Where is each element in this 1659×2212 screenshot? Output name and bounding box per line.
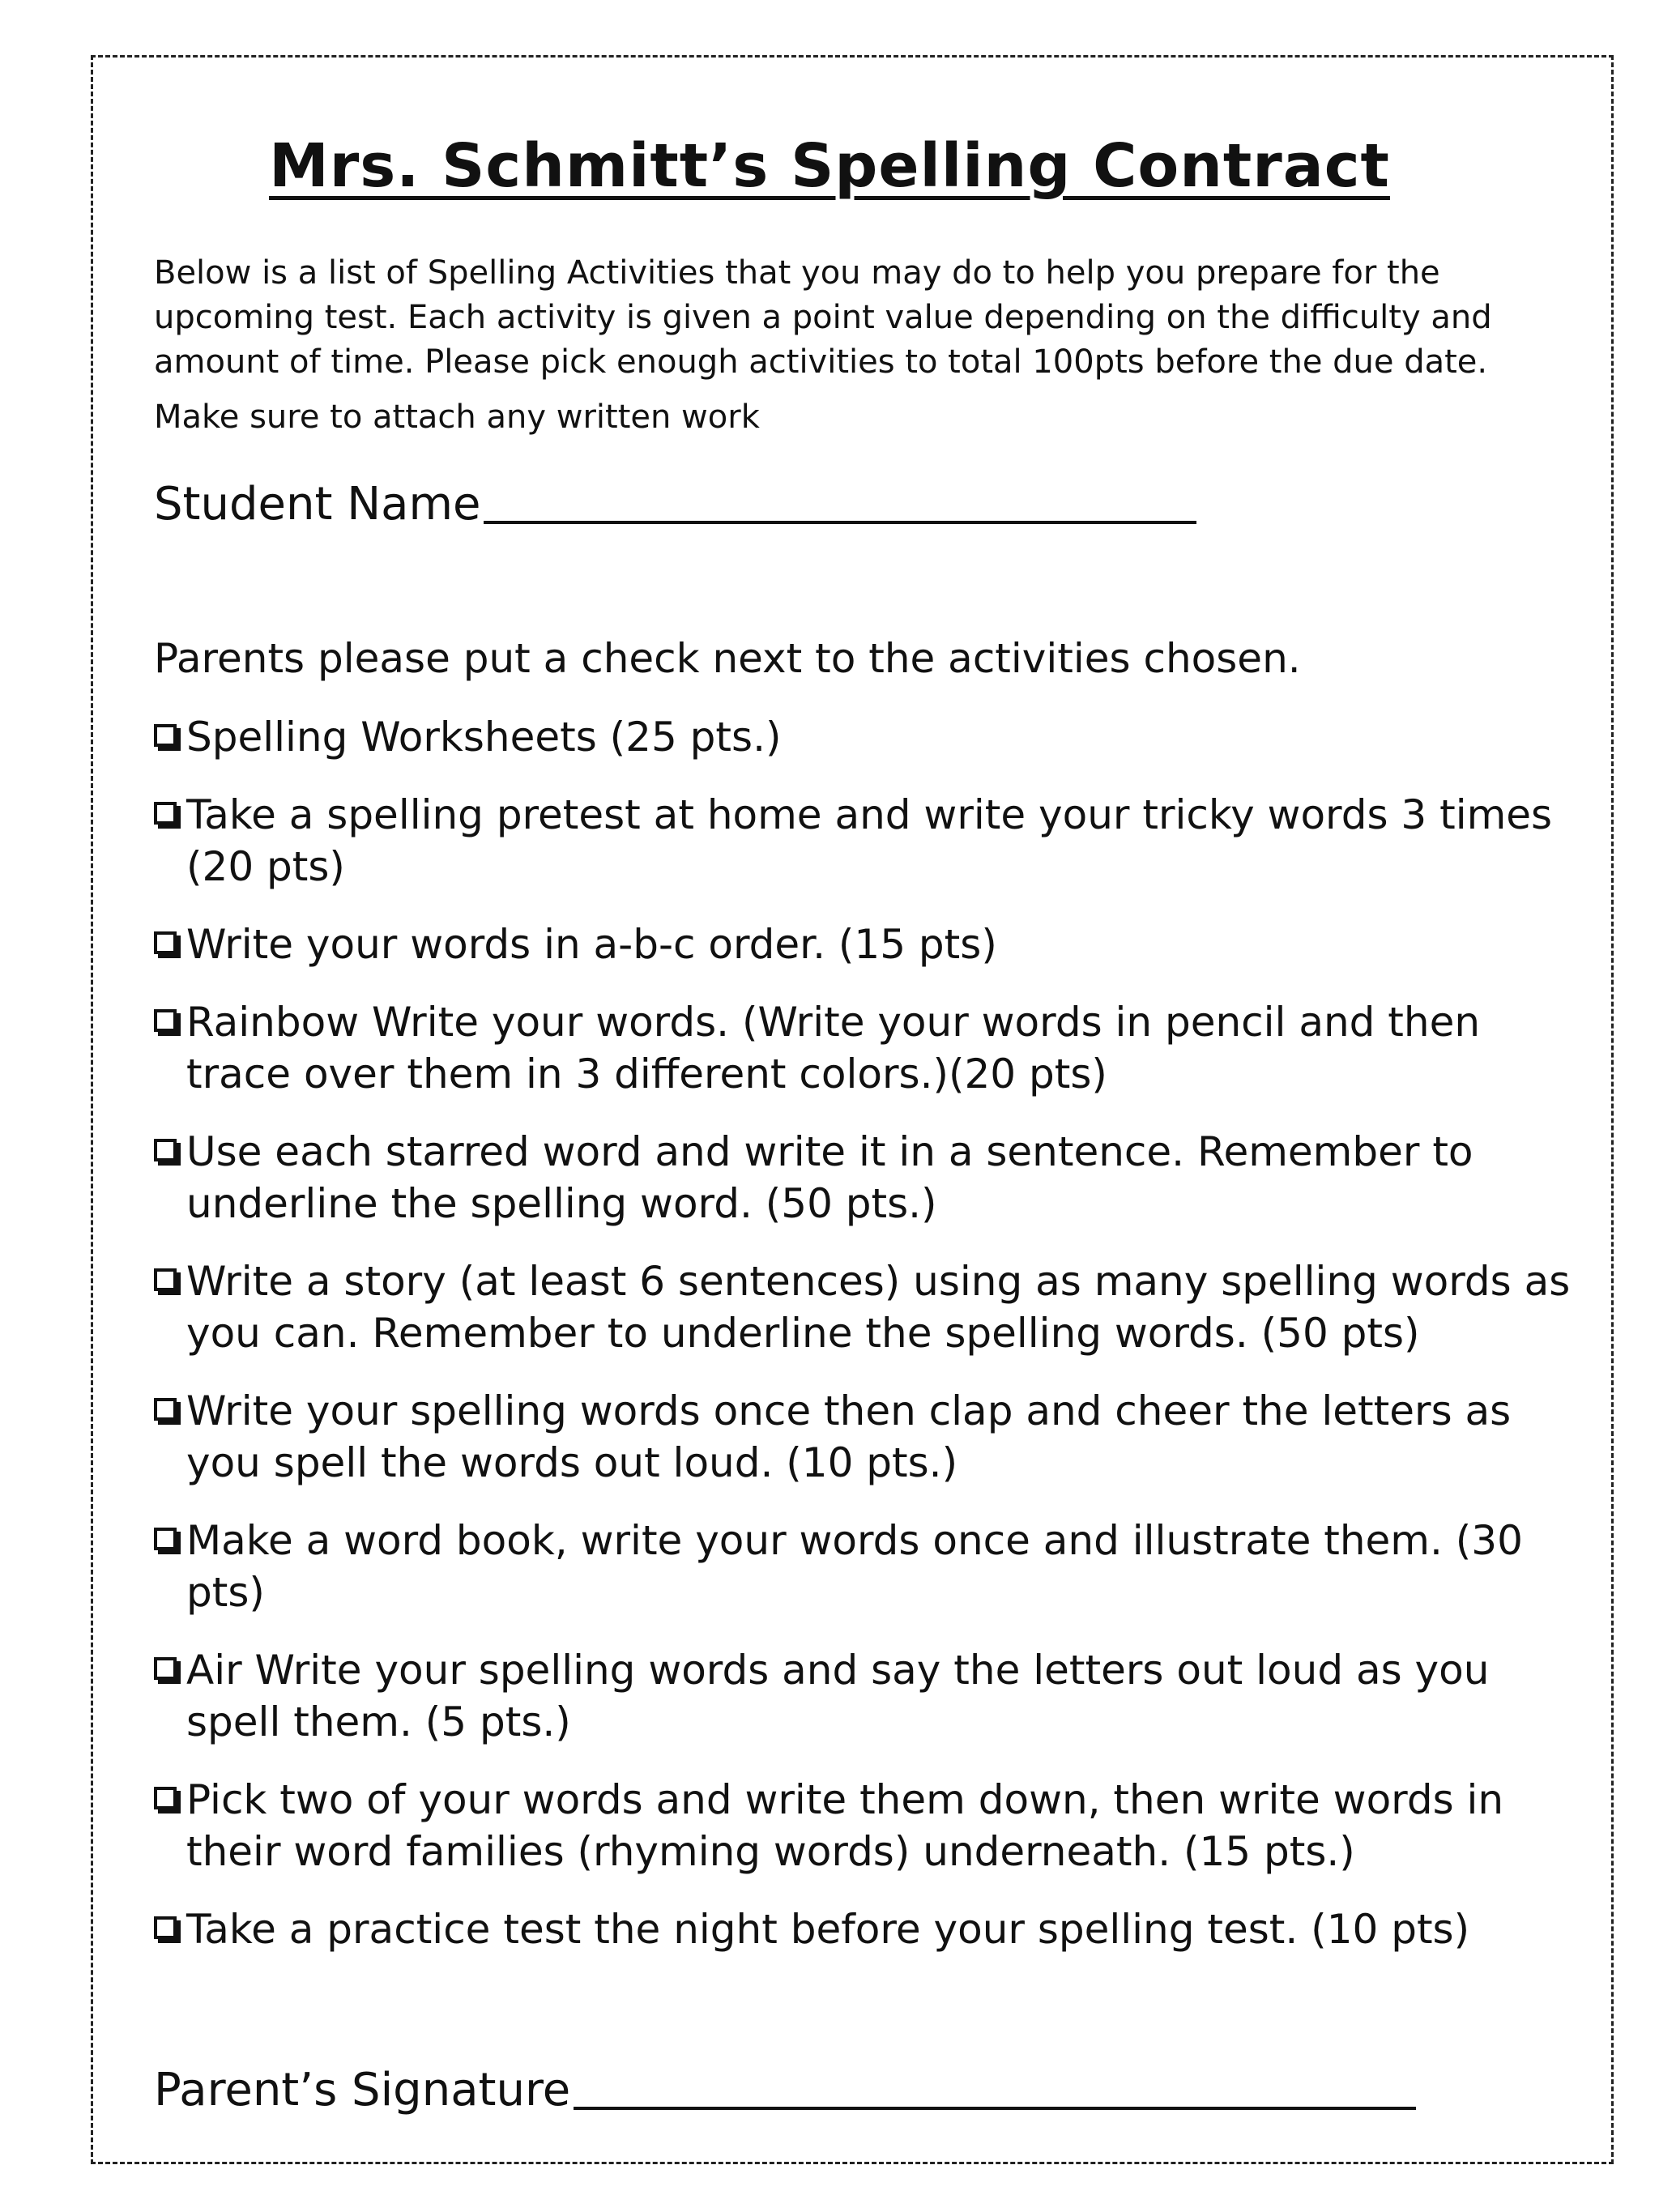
activity-label: Take a spelling pretest at home and write your tricky words 3 times (20 pts) <box>186 791 1553 890</box>
activity-label: Spelling Worksheets (25 pts.) <box>186 714 782 761</box>
student-name-blank-line[interactable] <box>484 520 1196 524</box>
activity-label: Write your spelling words once then clap and cheer the letters as you spell the words out loud. (10 pts.) <box>186 1387 1512 1486</box>
intro-paragraph: Below is a list of Spelling Activities that you may do to help you prepare for the upcoming test. Each activity is given a point value depending on the difficulty and amount of time. Please pick enough activities to total 100pts before the due date. <box>154 254 1492 381</box>
checkbox-icon[interactable] <box>154 1009 177 1032</box>
activity-label: Make a word book, write your words once and illustrate them. (30 pts) <box>186 1517 1523 1616</box>
checkbox-icon[interactable] <box>154 724 177 747</box>
checkbox-icon[interactable] <box>154 1916 177 1939</box>
activity-label: Air Write your spelling words and say the letters out loud as you spell them. (5 pts.) <box>186 1647 1490 1745</box>
activity-item <box>154 918 1588 970</box>
parents-instruction: Parents please put a check next to the activities chosen. <box>154 635 1301 682</box>
activity-label: Write a story (at least 6 sentences) using as many spelling words as you can. Remember to underline the spelling words. (50 pts) <box>186 1258 1571 1357</box>
checkbox-icon[interactable] <box>154 1139 177 1161</box>
signature-blank-line[interactable] <box>574 2106 1416 2110</box>
activity-list <box>154 711 1588 1981</box>
activity-item <box>154 1255 1588 1359</box>
activity-item <box>154 711 1588 763</box>
attach-note: Make sure to attach any written work <box>154 399 760 436</box>
parent-signature-field[interactable] <box>154 2064 1416 2116</box>
activity-item <box>154 1515 1588 1618</box>
activity-item <box>154 789 1588 893</box>
student-name-field[interactable] <box>154 478 1196 531</box>
activity-item <box>154 1385 1588 1489</box>
checkbox-icon[interactable] <box>154 931 177 954</box>
student-name-label: Student Name <box>154 478 481 531</box>
checkbox-icon[interactable] <box>154 1398 177 1421</box>
activity-label: Use each starred word and write it in a sentence. Remember to underline the spelling word. (50 pts.) <box>186 1128 1473 1227</box>
activity-item <box>154 1903 1588 1955</box>
activity-item <box>154 996 1588 1100</box>
page-title: Mrs. Schmitt’s Spelling Contract <box>269 130 1390 201</box>
activity-label: Write your words in a-b-c order. (15 pts) <box>186 921 997 968</box>
checkbox-icon[interactable] <box>154 802 177 825</box>
checkbox-icon[interactable] <box>154 1657 177 1680</box>
activity-item <box>154 1774 1588 1877</box>
activity-item <box>154 1126 1588 1230</box>
activity-label: Rainbow Write your words. (Write your words in pencil and then trace over them in 3 different colors.)(20 pts) <box>186 999 1481 1097</box>
checkbox-icon[interactable] <box>154 1528 177 1550</box>
checkbox-icon[interactable] <box>154 1268 177 1291</box>
checkbox-icon[interactable] <box>154 1787 177 1809</box>
activity-label: Take a practice test the night before your spelling test. (10 pts) <box>186 1906 1470 1953</box>
activity-item <box>154 1644 1588 1748</box>
activity-label: Pick two of your words and write them down, then write words in their word families (rhyming words) underneath. (15 pts.) <box>186 1776 1504 1875</box>
parent-signature-label: Parent’s Signature <box>154 2064 571 2116</box>
